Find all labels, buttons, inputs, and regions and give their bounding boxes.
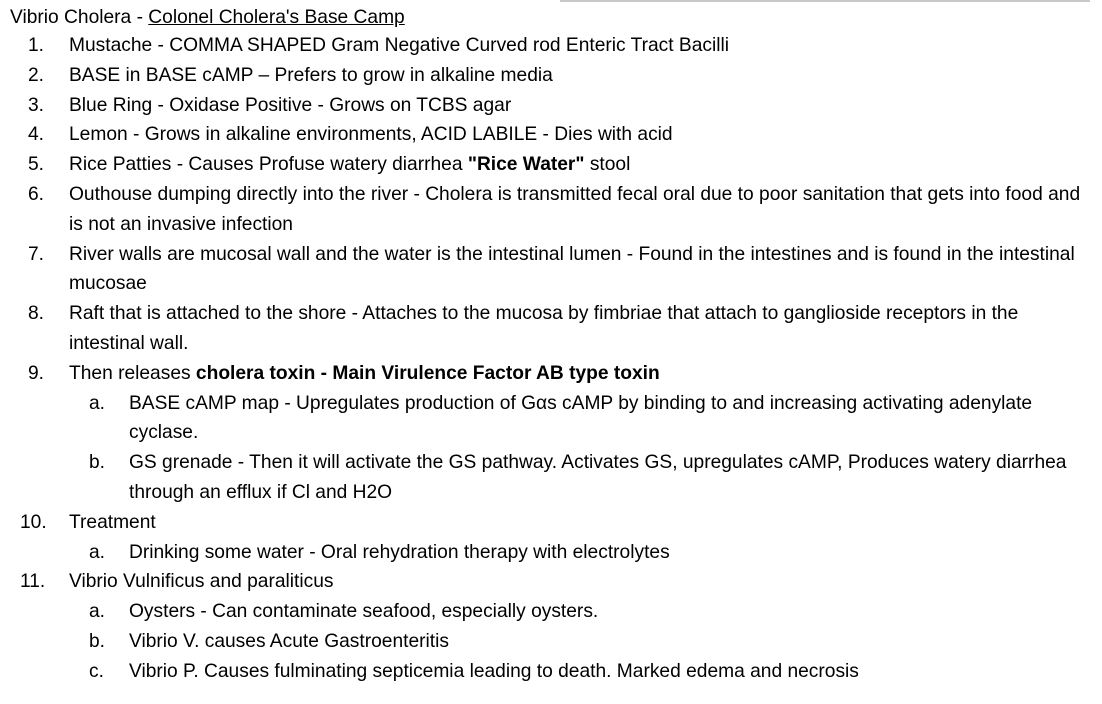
list-item: [10, 508, 1090, 568]
list-number: 8.: [28, 303, 45, 325]
bold-text: cholera toxin - Main Virulence Factor AB type toxin: [195, 362, 660, 384]
document-body: [10, 4, 1090, 687]
text-run: Rice Patties - Causes Profuse watery diarrhea: [69, 154, 468, 176]
list-item: [10, 240, 1090, 300]
list-number: 3.: [28, 94, 45, 116]
list-item-text: Vibrio Vulnificus and paraliticus: [69, 571, 334, 593]
text-run: Then releases: [69, 362, 196, 384]
list-item: [10, 567, 1090, 686]
list-item: [10, 61, 1090, 91]
sub-list-letter: a.: [89, 601, 106, 623]
list-item: [10, 150, 1090, 180]
list-item: [10, 180, 1090, 240]
main-list: [10, 31, 1090, 687]
sub-list-item: [69, 538, 1090, 568]
sub-list-item: [69, 389, 1090, 449]
list-item-text: [69, 359, 1090, 389]
list-number: 5.: [28, 154, 45, 176]
top-divider-line: [560, 0, 1090, 2]
sub-list-item-text: BASE cAMP map - Upregulates production of Gαs cAMP by binding to and increasing activating adenylate cyclase.: [129, 392, 1033, 444]
list-item: [10, 91, 1090, 121]
list-number: 4.: [28, 124, 45, 146]
sub-list-letter: b.: [89, 452, 106, 474]
sub-list-item: [69, 448, 1090, 508]
list-item: [10, 31, 1090, 61]
sub-list: [69, 597, 1090, 686]
list-number: 9.: [28, 362, 45, 384]
sub-list: [69, 538, 1090, 568]
list-item: [10, 120, 1090, 150]
sub-list-item-text: Drinking some water - Oral rehydration therapy with electrolytes: [129, 541, 670, 563]
sub-list-letter: b.: [89, 630, 106, 652]
list-item-text: River walls are mucosal wall and the water is the intestinal lumen - Found in the intestines and is found in the intestinal mucosae: [69, 243, 1075, 295]
list-number: 6.: [28, 183, 45, 205]
list-item: [10, 359, 1090, 508]
sub-list-item: [69, 627, 1090, 657]
sub-list-letter: a.: [89, 392, 106, 414]
list-number: 2.: [28, 64, 45, 86]
title-prefix: Vibrio Cholera -: [10, 7, 149, 28]
sub-list-item: [69, 597, 1090, 627]
title-link[interactable]: Colonel Cholera's Base Camp: [148, 7, 405, 28]
sub-list-item-text: Vibrio P. Causes fulminating septicemia leading to death. Marked edema and necrosis: [129, 660, 859, 682]
sub-list: [69, 389, 1090, 508]
bold-text: "Rice Water": [467, 154, 585, 176]
list-number: 10.: [20, 511, 47, 533]
sub-list-letter: a.: [89, 541, 106, 563]
list-item-text: Lemon - Grows in alkaline environments, ACID LABILE - Dies with acid: [69, 124, 673, 146]
sub-list-letter: c.: [89, 660, 104, 682]
list-item-text: Raft that is attached to the shore - Attaches to the mucosa by fimbriae that attach to ganglioside receptors in the intestinal wall.: [69, 303, 1019, 354]
sub-list-item-text: Oysters - Can contaminate seafood, especially oysters.: [129, 601, 599, 623]
list-number: 11.: [20, 571, 46, 593]
sub-list-item-text: Vibrio V. causes Acute Gastroenteritis: [129, 630, 449, 652]
sub-list-item: [69, 657, 1090, 687]
document-title: [10, 4, 1090, 31]
list-item-text: Outhouse dumping directly into the river - Cholera is transmitted fecal oral due to poor sanitation that gets into food and is not an invasive infection: [69, 183, 1081, 235]
list-number: 1.: [28, 35, 45, 56]
list-item-text: Mustache - COMMA SHAPED Gram Negative Curved rod Enteric Tract Bacilli: [69, 35, 730, 56]
list-item-text: Treatment: [69, 511, 156, 533]
text-run: stool: [584, 154, 631, 176]
list-item-text: BASE in BASE cAMP – Prefers to grow in alkaline media: [69, 64, 553, 86]
list-item: [10, 299, 1090, 359]
list-item-text: Blue Ring - Oxidase Positive - Grows on TCBS agar: [69, 94, 512, 116]
list-item-text: [69, 150, 1090, 180]
list-number: 7.: [28, 243, 45, 265]
sub-list-item-text: GS grenade - Then it will activate the GS pathway. Activates GS, upregulates cAMP, Produces watery diarrhea through an efflux if Cl and H2O: [129, 452, 1067, 503]
